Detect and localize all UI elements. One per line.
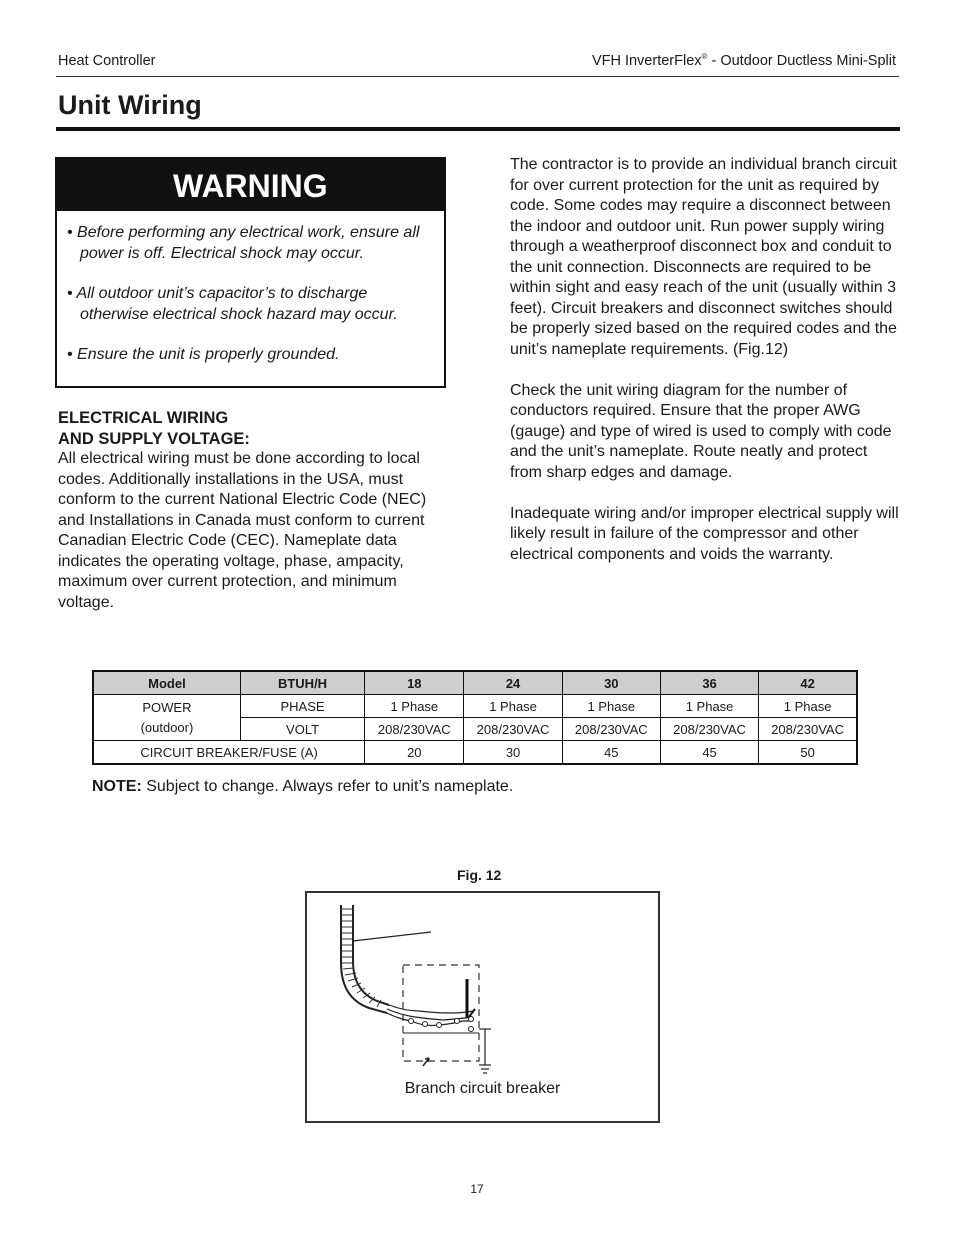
breaker-label: CIRCUIT BREAKER/FUSE (A) bbox=[93, 741, 365, 765]
note bbox=[92, 778, 513, 796]
paragraph: The contractor is to provide an individual branch circuit for over current protection for the unit as required by code. Some codes may require a disconnect between the indoor and outdoor unit. Run power supply wiring through a weatherproof disconnect box and conduit to the unit connection. Disconnects are required to be within sight and easy reach of the unit (usually within 3 feet). Circuit breakers and disconnect switches should be properly sized based on the required codes and the unit’s nameplate requirements. (Fig.12) bbox=[510, 156, 897, 358]
header-product-suffix: - Outdoor Ductless Mini-Split bbox=[707, 53, 896, 69]
electrical-heading bbox=[58, 408, 250, 449]
note-text: Subject to change. Always refer to unit’s nameplate. bbox=[141, 778, 514, 795]
warning-list bbox=[57, 211, 444, 366]
table-header-cell: 18 bbox=[365, 671, 464, 695]
power-sublabel: (outdoor) bbox=[140, 719, 194, 735]
table-cell: 1 Phase bbox=[365, 695, 464, 718]
note-label: NOTE: bbox=[92, 778, 142, 795]
header-left: Heat Controller bbox=[58, 53, 156, 69]
table-header-cell: Model bbox=[93, 671, 240, 695]
table-cell: 45 bbox=[660, 741, 758, 765]
warning-item: • Ensure the unit is properly grounded. bbox=[67, 346, 340, 363]
header-right bbox=[592, 53, 896, 69]
table-header-cell: 36 bbox=[660, 671, 758, 695]
conduit-ridges bbox=[341, 909, 381, 1007]
figure-caption: Fig. 12 bbox=[457, 867, 502, 883]
right-column bbox=[510, 155, 902, 586]
page-title: Unit Wiring bbox=[58, 90, 202, 120]
power-label: POWER bbox=[142, 699, 192, 715]
table-header-cell: 42 bbox=[759, 671, 857, 695]
paragraph: Inadequate wiring and/or improper electrical supply will likely result in failure of the compressor and other electrical components and voids the warranty. bbox=[510, 504, 899, 563]
header-product: VFH InverterFlex bbox=[591, 53, 702, 69]
table-cell: 30 bbox=[464, 741, 562, 765]
table-cell: 20 bbox=[365, 741, 464, 765]
table-row-phase bbox=[93, 695, 857, 718]
table-cell: 208/230VAC bbox=[365, 718, 464, 741]
warning-item: • Before performing any electrical work, ensure all power is off. Electrical shock may occur. bbox=[67, 224, 420, 262]
figure-box bbox=[305, 891, 660, 1123]
warning-item: • All outdoor unit’s capacitor’s to discharge otherwise electrical shock hazard may occur. bbox=[67, 285, 398, 323]
table-header-cell: 30 bbox=[562, 671, 660, 695]
spec-table bbox=[92, 670, 858, 765]
table-cell: 208/230VAC bbox=[464, 718, 562, 741]
table-cell: 208/230VAC bbox=[562, 718, 660, 741]
warning-heading: WARNING bbox=[57, 159, 444, 211]
switch-contact bbox=[469, 1009, 475, 1017]
electrical-body: All electrical wiring must be done according to local codes. Additionally installations in the USA, must conform to the current National Electric Code (NEC) and Installations in Canada must conform to current Canadian Electric Code (CEC). Nameplate data indicates the operating voltage, phase, ampacity, maximum over current protection, and minimum voltage. bbox=[58, 450, 427, 611]
figure-label: Branch circuit breaker bbox=[404, 1080, 561, 1097]
header-divider bbox=[56, 76, 899, 77]
volt-label: VOLT bbox=[240, 718, 364, 741]
table-cell: 45 bbox=[562, 741, 660, 765]
electrical-heading-line2: AND SUPPLY VOLTAGE: bbox=[58, 429, 250, 448]
leader-line bbox=[353, 932, 431, 941]
electrical-heading-line1: ELECTRICAL WIRING bbox=[58, 409, 229, 427]
table-cell: 1 Phase bbox=[562, 695, 660, 718]
table-header-cell: 24 bbox=[464, 671, 562, 695]
page-number: 17 bbox=[470, 1182, 484, 1196]
table-cell: 1 Phase bbox=[464, 695, 562, 718]
warning-box bbox=[55, 157, 446, 388]
table-row-breaker bbox=[93, 741, 857, 765]
table-header-row bbox=[93, 671, 857, 695]
table-cell: 1 Phase bbox=[759, 695, 857, 718]
table-cell: 1 Phase bbox=[660, 695, 758, 718]
power-label-cell bbox=[93, 695, 240, 741]
conduit-inner bbox=[353, 905, 389, 1005]
paragraph: Check the unit wiring diagram for the number of conductors required. Ensure that the proper AWG (gauge) and type of wired is used to comply with code and the unit’s nameplate. Route neatly and protect from sharp edges and damage. bbox=[510, 381, 892, 481]
table-header-cell: BTUH/H bbox=[240, 671, 364, 695]
wire bbox=[389, 1005, 473, 1013]
table-cell: 50 bbox=[759, 741, 857, 765]
registered-mark: ® bbox=[701, 52, 708, 62]
pointer-arrow bbox=[423, 1058, 429, 1066]
phase-label: PHASE bbox=[240, 695, 364, 718]
title-divider bbox=[56, 127, 900, 131]
table-cell: 208/230VAC bbox=[759, 718, 857, 741]
table-cell: 208/230VAC bbox=[660, 718, 758, 741]
ground-symbol bbox=[479, 1029, 491, 1073]
